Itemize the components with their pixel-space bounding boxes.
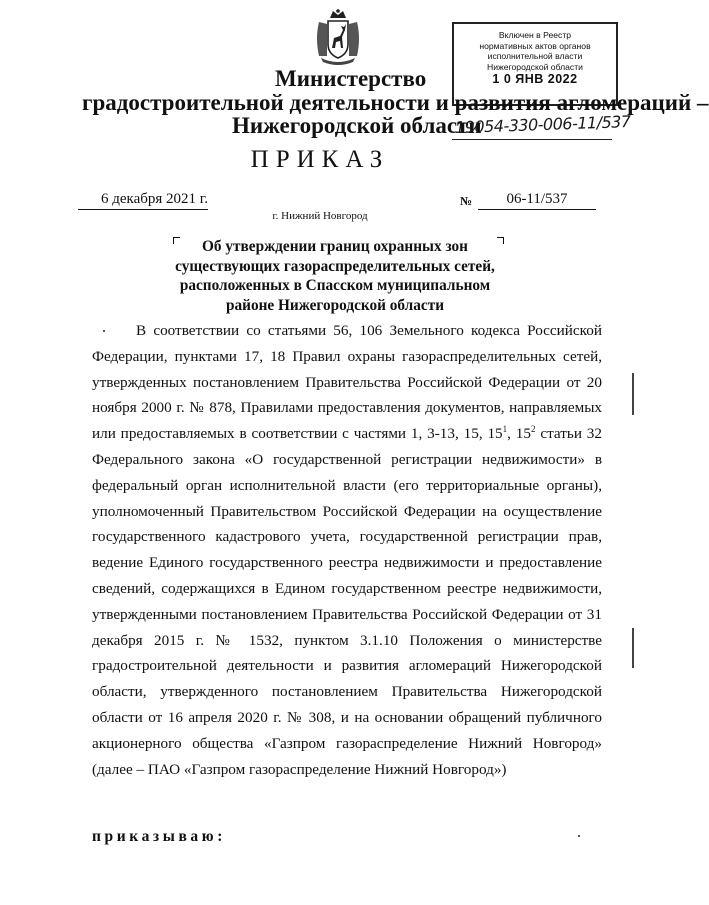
stamp-line: исполнительной власти bbox=[487, 51, 583, 61]
superscript: 2 bbox=[531, 424, 536, 435]
ministry-name-line1: Министерство bbox=[275, 66, 427, 91]
order-subject bbox=[140, 237, 530, 315]
preamble-paragraph bbox=[92, 318, 602, 782]
number-sign: № bbox=[460, 194, 473, 208]
superscript: 1 bbox=[502, 424, 508, 435]
stamp-line: нормативных актов органов bbox=[479, 40, 591, 51]
order-number: 06-11/537 bbox=[506, 191, 568, 207]
ministry-name-line2: градостроительной деятельности и развития агломераций – bbox=[82, 90, 709, 115]
coat-of-arms-icon bbox=[313, 8, 363, 66]
scan-speck bbox=[103, 330, 105, 332]
order-command: приказываю: bbox=[92, 828, 226, 845]
registry-number-handwritten: 19054-330-006-11/537 bbox=[454, 111, 631, 138]
registry-number-underline bbox=[452, 139, 612, 140]
ministry-name-line3: Нижегородской области bbox=[232, 113, 482, 138]
subject-line: расположенных в Спасском муниципальном bbox=[179, 277, 491, 294]
stamp-line: Включен в Реестр bbox=[498, 30, 572, 40]
subject-line: Об утверждении границ охранных зон bbox=[202, 238, 468, 255]
order-date: 6 декабря 2021 г. bbox=[101, 191, 208, 207]
preamble-part1: В соответствии со статьями 56, 106 Земельного кодекса Российской Федерации, пунктами 17, 18 Правил охраны газораспределительных сетей, утвержденных постановлением Правительства Российской Федерации от 20 ноября 2000 г. № 878, Правилами предоставления документов, направляемых или предоставляемых в соответствии с частями 1, 3-13, 15, 15 bbox=[92, 322, 602, 443]
order-city: г. Нижний Новгород bbox=[272, 210, 368, 222]
stamp-date: 1 0 ЯНВ 2022 bbox=[492, 72, 578, 86]
preamble-part2: , 15 bbox=[507, 425, 531, 443]
preamble-part3: статьи 32 Федерального закона «О государственной регистрации недвижимости» в федеральный орган исполнительной власти (его территориальные органы), уполномоченный Правительством Российской Федерации на осуществление государственного кадастрового учета, государственной регистрации прав, ведение Единого государственного реестра недвижимости и предоставление сведений, содержащихся в Едином государственном реестре недвижимости, утвержденными постановлением Правительства Российской Федерации от 31 декабря 2015 г. № 1532, пунктом 3.1.10 Положения о министерстве градостроительной деятельности и развития агломераций Нижегородской области, утвержденного постановлением Правительства Нижегородской области от 16 апреля 2020 г. № 308, и на основании обращений публичного акционерного общества «Газпром газораспределение Нижний Новгород» (далее – ПАО «Газпром газораспределение Нижний Новгород») bbox=[92, 425, 602, 778]
subject-line: существующих газораспределительных сетей, bbox=[175, 257, 495, 275]
scan-artifact bbox=[632, 628, 634, 668]
scan-artifact bbox=[632, 373, 634, 415]
subject-line: районе Нижегородской области bbox=[225, 296, 445, 314]
scan-speck bbox=[578, 835, 580, 837]
document-title: ПРИКАЗ bbox=[250, 146, 390, 173]
stamp-line: Нижегородской области bbox=[487, 61, 583, 72]
